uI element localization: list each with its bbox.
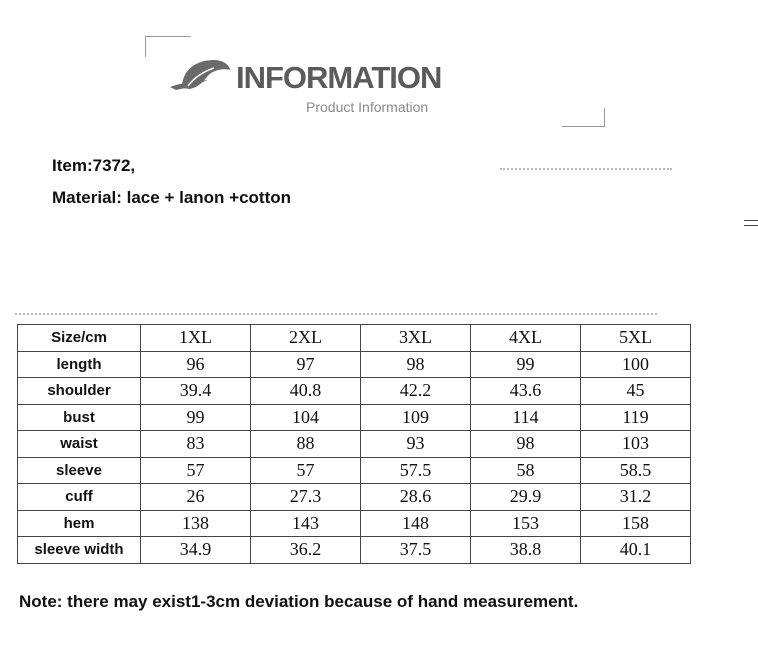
table-cell: 57 (141, 457, 251, 484)
table-cell: 58.5 (581, 457, 691, 484)
table-cell: 34.9 (141, 537, 251, 564)
table-cell: 43.6 (471, 378, 581, 405)
row-label: waist (18, 431, 141, 458)
table-cell: 148 (361, 510, 471, 537)
table-cell: 119 (581, 404, 691, 431)
table-cell: 158 (581, 510, 691, 537)
corner-frame-bottom-right (562, 108, 605, 127)
table-cell: 42.2 (361, 378, 471, 405)
leaf-swoosh-icon (168, 56, 232, 96)
material-info: Material: lace + lanon +cotton (52, 188, 292, 207)
table-cell: 40.8 (251, 378, 361, 405)
row-label: cuff (18, 484, 141, 511)
table-cell: 38.8 (471, 537, 581, 564)
table-cell: 29.9 (471, 484, 581, 511)
table-cell: 104 (251, 404, 361, 431)
size-chart-table (17, 324, 691, 564)
table-cell: 26 (141, 484, 251, 511)
size-header: 1XL (141, 325, 251, 352)
table-row (18, 378, 691, 405)
table-row (18, 351, 691, 378)
row-label: bust (18, 404, 141, 431)
table-cell: 93 (361, 431, 471, 458)
table-cell: 57 (251, 457, 361, 484)
table-cell: 98 (471, 431, 581, 458)
table-cell: 138 (141, 510, 251, 537)
table-cell: 109 (361, 404, 471, 431)
table-cell: 100 (581, 351, 691, 378)
table-cell: 143 (251, 510, 361, 537)
size-header: 3XL (361, 325, 471, 352)
section-title: INFORMATION (236, 60, 442, 95)
dotted-divider (500, 168, 672, 170)
table-cell: 45 (581, 378, 691, 405)
section-subtitle: Product Information (306, 99, 429, 115)
table-header-row (18, 325, 691, 352)
table-cell: 98 (361, 351, 471, 378)
table-cell: 58 (471, 457, 581, 484)
table-cell: 99 (141, 404, 251, 431)
table-cell: 36.2 (251, 537, 361, 564)
table-row (18, 457, 691, 484)
table-row (18, 431, 691, 458)
table-cell: 40.1 (581, 537, 691, 564)
row-label: length (18, 351, 141, 378)
table-cell: 97 (251, 351, 361, 378)
table-cell: 99 (471, 351, 581, 378)
size-header: 2XL (251, 325, 361, 352)
row-label: shoulder (18, 378, 141, 405)
table-row (18, 484, 691, 511)
table-cell: 37.5 (361, 537, 471, 564)
measurement-note: Note: there may exist1-3cm deviation because of hand measurement. (19, 592, 579, 611)
row-label: hem (18, 510, 141, 537)
table-cell: 88 (251, 431, 361, 458)
table-row (18, 404, 691, 431)
equals-mark (744, 220, 758, 226)
table-row (18, 510, 691, 537)
corner-frame-top-left (145, 36, 191, 57)
table-cell: 57.5 (361, 457, 471, 484)
table-cell: 153 (471, 510, 581, 537)
size-header: 5XL (581, 325, 691, 352)
table-corner-label: Size/cm (18, 325, 141, 352)
item-number: Item:7372, (52, 156, 136, 175)
table-cell: 96 (141, 351, 251, 378)
table-row (18, 537, 691, 564)
table-cell: 31.2 (581, 484, 691, 511)
row-label: sleeve width (18, 537, 141, 564)
size-header: 4XL (471, 325, 581, 352)
table-cell: 114 (471, 404, 581, 431)
table-cell: 28.6 (361, 484, 471, 511)
table-cell: 103 (581, 431, 691, 458)
table-cell: 39.4 (141, 378, 251, 405)
table-cell: 27.3 (251, 484, 361, 511)
dotted-divider-table (15, 313, 657, 315)
table-cell: 83 (141, 431, 251, 458)
row-label: sleeve (18, 457, 141, 484)
